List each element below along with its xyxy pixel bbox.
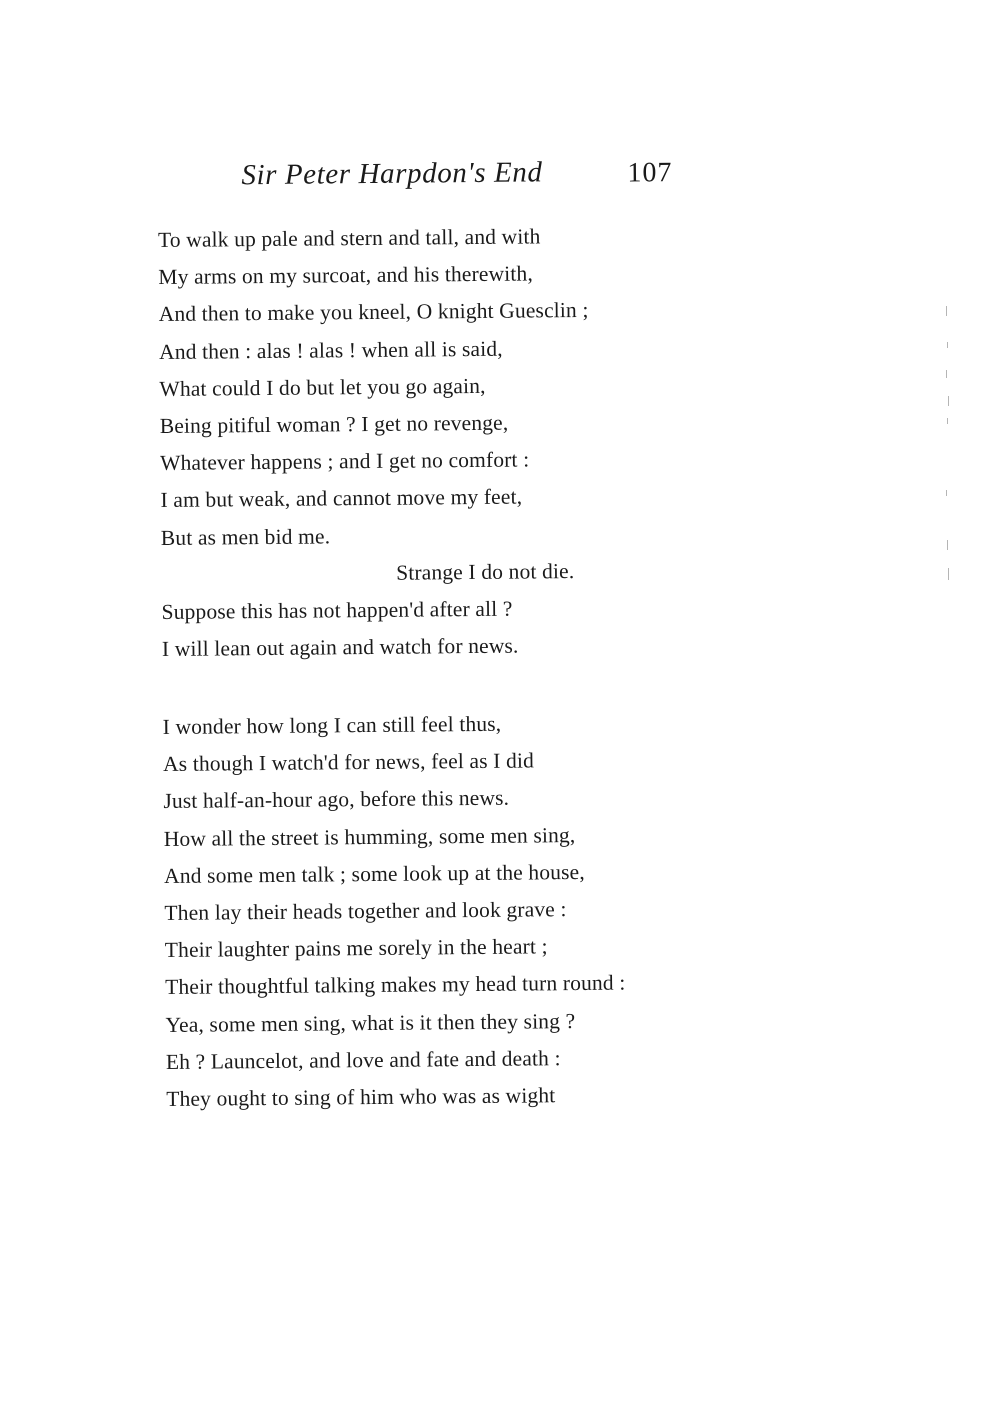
verse-line: I will lean out again and watch for news.	[161, 633, 519, 662]
verse-line: How all the street is humming, some men sing,	[163, 822, 576, 851]
running-title: Sir Peter Harpdon's End	[241, 156, 543, 192]
verse-line: As though I watch'd for news, feel as I did	[162, 748, 535, 777]
verse-line: They ought to sing of him who was as wight	[166, 1083, 556, 1111]
verse-line: Being pitiful woman ? I get no revenge,	[159, 410, 509, 438]
verse-line: Their laughter pains me sorely in the heart ;	[164, 934, 548, 963]
verse-line: Eh ? Launcelot, and love and fate and death :	[165, 1045, 561, 1074]
scan-mark	[946, 490, 947, 496]
scan-mark	[947, 540, 948, 550]
verse-line: Their thoughtful talking makes my head turn round :	[165, 970, 626, 1000]
scan-mark	[946, 370, 947, 378]
verse-line: I wonder how long I can still feel thus,	[162, 711, 502, 739]
scan-mark	[947, 342, 948, 348]
stanza-1	[158, 218, 592, 668]
stanza-2	[163, 705, 627, 1118]
scan-mark	[946, 306, 947, 316]
page-number: 107	[627, 157, 673, 189]
verse-line-indented: Strange I do not die.	[396, 558, 575, 585]
verse-line: To walk up pale and stern and tall, and with	[157, 224, 541, 253]
scan-mark	[947, 418, 948, 424]
verse-line: Whatever happens ; and I get no comfort :	[160, 447, 530, 476]
verse-line: Yea, some men sing, what is it then they sing ?	[165, 1008, 576, 1037]
verse-line: And then to make you kneel, O knight Guesclin ;	[158, 298, 589, 327]
verse-line: I am but weak, and cannot move my feet,	[160, 484, 523, 513]
scan-mark	[948, 396, 949, 406]
verse-line: But as men bid me.	[160, 523, 331, 550]
running-head	[241, 155, 681, 209]
scan-margin-marks	[944, 300, 964, 600]
verse-line: And then : alas ! alas ! when all is said,	[158, 336, 503, 364]
verse-line: Just half-an-hour ago, before this news.	[163, 786, 510, 814]
verse-line: And some men talk ; some look up at the house,	[163, 859, 585, 888]
verse-line: My arms on my surcoat, and his therewith,	[158, 261, 534, 290]
verse-line: What could I do but let you go again,	[159, 373, 486, 401]
verse-line: Suppose this has not happen'd after all ?	[161, 596, 513, 624]
scan-mark	[948, 568, 949, 580]
verse-line: Then lay their heads together and look grave :	[164, 897, 567, 925]
